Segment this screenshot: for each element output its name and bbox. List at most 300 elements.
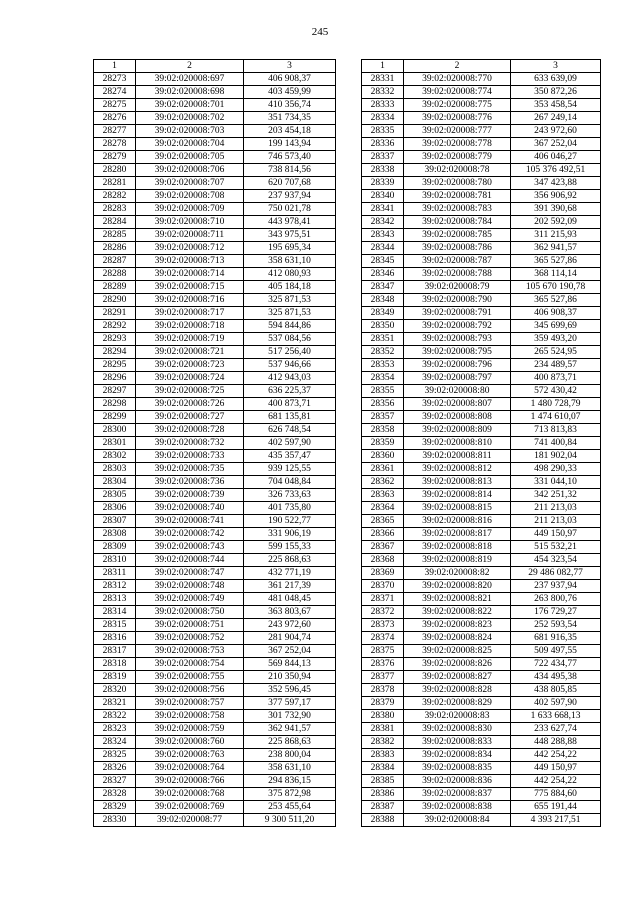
value-cell: 358 631,10 (244, 255, 336, 268)
value-cell: 375 872,98 (244, 788, 336, 801)
table-row (94, 307, 336, 320)
value-cell: 498 290,33 (511, 463, 601, 476)
row-index-cell: 28375 (362, 645, 404, 658)
row-index-cell: 28373 (362, 619, 404, 632)
table-row (94, 593, 336, 606)
cadastral-number-cell: 39:02:020008:707 (136, 177, 244, 190)
table-row (362, 580, 601, 593)
value-cell: 203 454,18 (244, 125, 336, 138)
table-row (94, 216, 336, 229)
value-cell: 237 937,94 (511, 580, 601, 593)
table-row (94, 476, 336, 489)
table-row (362, 528, 601, 541)
row-index-cell: 28365 (362, 515, 404, 528)
value-cell: 243 972,60 (511, 125, 601, 138)
row-index-cell: 28342 (362, 216, 404, 229)
row-index-cell: 28324 (94, 736, 136, 749)
cadastral-number-cell: 39:02:020008:810 (404, 437, 511, 450)
cadastral-number-cell: 39:02:020008:743 (136, 541, 244, 554)
row-index-cell: 28356 (362, 398, 404, 411)
table-row (94, 229, 336, 242)
row-index-cell: 28382 (362, 736, 404, 749)
value-cell: 412 080,93 (244, 268, 336, 281)
cadastral-number-cell: 39:02:020008:833 (404, 736, 511, 749)
cadastral-number-cell: 39:02:020008:769 (136, 801, 244, 814)
value-cell: 594 844,86 (244, 320, 336, 333)
table-row (362, 450, 601, 463)
row-index-cell: 28348 (362, 294, 404, 307)
cadastral-number-cell: 39:02:020008:84 (404, 814, 511, 827)
cadastral-number-cell: 39:02:020008:697 (136, 73, 244, 86)
value-cell: 325 871,53 (244, 294, 336, 307)
column-header-index: 1 (94, 60, 136, 73)
table-row (94, 398, 336, 411)
value-cell: 367 252,04 (511, 138, 601, 151)
table-row (362, 164, 601, 177)
value-cell: 402 597,90 (244, 437, 336, 450)
table-row (362, 73, 601, 86)
cadastral-number-cell: 39:02:020008:79 (404, 281, 511, 294)
value-cell: 1 480 728,79 (511, 398, 601, 411)
cadastral-number-cell: 39:02:020008:830 (404, 723, 511, 736)
table-row (362, 125, 601, 138)
table-row (94, 619, 336, 632)
table-row (94, 190, 336, 203)
value-cell: 345 699,69 (511, 320, 601, 333)
cadastral-number-cell: 39:02:020008:747 (136, 567, 244, 580)
cadastral-number-cell: 39:02:020008:704 (136, 138, 244, 151)
table-row (94, 385, 336, 398)
cadastral-number-cell: 39:02:020008:821 (404, 593, 511, 606)
row-index-cell: 28318 (94, 658, 136, 671)
table-row (94, 411, 336, 424)
row-index-cell: 28274 (94, 86, 136, 99)
row-index-cell: 28369 (362, 567, 404, 580)
table-row (94, 671, 336, 684)
value-cell: 368 114,14 (511, 268, 601, 281)
value-cell: 402 597,90 (511, 697, 601, 710)
table-row (94, 658, 336, 671)
cadastral-number-cell: 39:02:020008:815 (404, 502, 511, 515)
cadastral-number-cell: 39:02:020008:80 (404, 385, 511, 398)
row-index-cell: 28372 (362, 606, 404, 619)
row-index-cell: 28328 (94, 788, 136, 801)
table-row (94, 554, 336, 567)
row-index-cell: 28315 (94, 619, 136, 632)
value-cell: 331 044,10 (511, 476, 601, 489)
value-cell: 517 256,40 (244, 346, 336, 359)
table-row (94, 450, 336, 463)
value-cell: 704 048,84 (244, 476, 336, 489)
value-cell: 434 495,38 (511, 671, 601, 684)
row-index-cell: 28330 (94, 814, 136, 827)
value-cell: 443 978,41 (244, 216, 336, 229)
row-index-cell: 28386 (362, 788, 404, 801)
row-index-cell: 28366 (362, 528, 404, 541)
value-cell: 311 215,93 (511, 229, 601, 242)
value-cell: 211 213,03 (511, 515, 601, 528)
row-index-cell: 28352 (362, 346, 404, 359)
table-row (362, 203, 601, 216)
cadastral-number-cell: 39:02:020008:713 (136, 255, 244, 268)
row-index-cell: 28303 (94, 463, 136, 476)
cadastral-number-cell: 39:02:020008:825 (404, 645, 511, 658)
cadastral-number-cell: 39:02:020008:82 (404, 567, 511, 580)
table-row (94, 177, 336, 190)
row-index-cell: 28323 (94, 723, 136, 736)
value-cell: 362 941,57 (511, 242, 601, 255)
value-cell: 238 800,04 (244, 749, 336, 762)
value-cell: 233 627,74 (511, 723, 601, 736)
row-index-cell: 28280 (94, 164, 136, 177)
table-row (362, 411, 601, 424)
row-index-cell: 28308 (94, 528, 136, 541)
table-row (94, 99, 336, 112)
row-index-cell: 28284 (94, 216, 136, 229)
cadastral-number-cell: 39:02:020008:760 (136, 736, 244, 749)
table-row (362, 333, 601, 346)
cadastral-number-cell: 39:02:020008:757 (136, 697, 244, 710)
cadastral-number-cell: 39:02:020008:741 (136, 515, 244, 528)
row-index-cell: 28378 (362, 684, 404, 697)
cadastral-number-cell: 39:02:020008:712 (136, 242, 244, 255)
table-row (362, 554, 601, 567)
table-row (362, 619, 601, 632)
value-cell: 410 356,74 (244, 99, 336, 112)
value-cell: 202 592,09 (511, 216, 601, 229)
row-index-cell: 28358 (362, 424, 404, 437)
value-cell: 738 814,56 (244, 164, 336, 177)
value-cell: 509 497,55 (511, 645, 601, 658)
value-cell: 199 143,94 (244, 138, 336, 151)
value-cell: 442 254,22 (511, 749, 601, 762)
cadastral-number-cell: 39:02:020008:740 (136, 502, 244, 515)
table-row (94, 775, 336, 788)
row-index-cell: 28370 (362, 580, 404, 593)
row-index-cell: 28339 (362, 177, 404, 190)
table-row (362, 307, 601, 320)
table-row (362, 320, 601, 333)
value-cell: 281 904,74 (244, 632, 336, 645)
row-index-cell: 28297 (94, 385, 136, 398)
value-cell: 448 288,88 (511, 736, 601, 749)
table-row (362, 541, 601, 554)
cadastral-number-cell: 39:02:020008:708 (136, 190, 244, 203)
table-row (362, 216, 601, 229)
value-cell: 176 729,27 (511, 606, 601, 619)
table-row (362, 437, 601, 450)
row-index-cell: 28290 (94, 294, 136, 307)
cadastral-number-cell: 39:02:020008:823 (404, 619, 511, 632)
row-index-cell: 28344 (362, 242, 404, 255)
value-cell: 105 376 492,51 (511, 164, 601, 177)
value-cell: 243 972,60 (244, 619, 336, 632)
cadastral-number-cell: 39:02:020008:768 (136, 788, 244, 801)
value-cell: 343 975,51 (244, 229, 336, 242)
row-index-cell: 28319 (94, 671, 136, 684)
cadastral-number-cell: 39:02:020008:732 (136, 437, 244, 450)
value-cell: 403 459,99 (244, 86, 336, 99)
row-index-cell: 28311 (94, 567, 136, 580)
cadastral-number-cell: 39:02:020008:723 (136, 359, 244, 372)
cadastral-number-cell: 39:02:020008:796 (404, 359, 511, 372)
cadastral-number-cell: 39:02:020008:777 (404, 125, 511, 138)
table-row (362, 385, 601, 398)
cadastral-number-cell: 39:02:020008:795 (404, 346, 511, 359)
value-cell: 750 021,78 (244, 203, 336, 216)
row-index-cell: 28380 (362, 710, 404, 723)
cadastral-number-cell: 39:02:020008:77 (136, 814, 244, 827)
value-cell: 181 902,04 (511, 450, 601, 463)
row-index-cell: 28379 (362, 697, 404, 710)
value-cell: 190 522,77 (244, 515, 336, 528)
table-row (94, 73, 336, 86)
row-index-cell: 28289 (94, 281, 136, 294)
table-row (362, 775, 601, 788)
row-index-cell: 28355 (362, 385, 404, 398)
table-row (94, 749, 336, 762)
value-cell: 722 434,77 (511, 658, 601, 671)
table-row (362, 463, 601, 476)
value-cell: 391 390,68 (511, 203, 601, 216)
cadastral-number-cell: 39:02:020008:78 (404, 164, 511, 177)
row-index-cell: 28304 (94, 476, 136, 489)
cadastral-number-cell: 39:02:020008:809 (404, 424, 511, 437)
value-cell: 746 573,40 (244, 151, 336, 164)
cadastral-number-cell: 39:02:020008:710 (136, 216, 244, 229)
cadastral-number-cell: 39:02:020008:819 (404, 554, 511, 567)
cadastral-number-cell: 39:02:020008:717 (136, 307, 244, 320)
table-row (362, 736, 601, 749)
value-cell: 367 252,04 (244, 645, 336, 658)
value-cell: 620 707,68 (244, 177, 336, 190)
row-index-cell: 28313 (94, 593, 136, 606)
row-index-cell: 28329 (94, 801, 136, 814)
cadastral-number-cell: 39:02:020008:837 (404, 788, 511, 801)
value-cell: 325 871,53 (244, 307, 336, 320)
table-row (362, 502, 601, 515)
row-index-cell: 28301 (94, 437, 136, 450)
table-row (94, 541, 336, 554)
cadastral-number-cell: 39:02:020008:714 (136, 268, 244, 281)
table-row (362, 112, 601, 125)
column-header-index: 1 (362, 60, 404, 73)
table-row (362, 567, 601, 580)
cadastral-number-cell: 39:02:020008:744 (136, 554, 244, 567)
table-row (362, 671, 601, 684)
table-row (362, 424, 601, 437)
table-row (362, 190, 601, 203)
table-row (362, 177, 601, 190)
cadastral-value-table-left (93, 59, 336, 827)
cadastral-number-cell: 39:02:020008:759 (136, 723, 244, 736)
value-cell: 406 046,27 (511, 151, 601, 164)
cadastral-number-cell: 39:02:020008:814 (404, 489, 511, 502)
value-cell: 442 254,22 (511, 775, 601, 788)
table-row (362, 632, 601, 645)
table-row (94, 502, 336, 515)
row-index-cell: 28300 (94, 424, 136, 437)
table-row (94, 632, 336, 645)
cadastral-number-cell: 39:02:020008:705 (136, 151, 244, 164)
cadastral-value-table-right (361, 59, 601, 827)
row-index-cell: 28368 (362, 554, 404, 567)
value-cell: 377 597,17 (244, 697, 336, 710)
cadastral-number-cell: 39:02:020008:838 (404, 801, 511, 814)
row-index-cell: 28336 (362, 138, 404, 151)
table-row (362, 138, 601, 151)
cadastral-number-cell: 39:02:020008:758 (136, 710, 244, 723)
row-index-cell: 28293 (94, 333, 136, 346)
cadastral-number-cell: 39:02:020008:733 (136, 450, 244, 463)
cadastral-number-cell: 39:02:020008:725 (136, 385, 244, 398)
row-index-cell: 28357 (362, 411, 404, 424)
table-row (362, 398, 601, 411)
table-row (94, 372, 336, 385)
row-index-cell: 28285 (94, 229, 136, 242)
cadastral-number-cell: 39:02:020008:754 (136, 658, 244, 671)
value-cell: 29 486 082,77 (511, 567, 601, 580)
value-cell: 237 937,94 (244, 190, 336, 203)
cadastral-number-cell: 39:02:020008:721 (136, 346, 244, 359)
value-cell: 401 735,80 (244, 502, 336, 515)
cadastral-number-cell: 39:02:020008:766 (136, 775, 244, 788)
value-cell: 633 639,09 (511, 73, 601, 86)
cadastral-number-cell: 39:02:020008:781 (404, 190, 511, 203)
cadastral-number-cell: 39:02:020008:818 (404, 541, 511, 554)
row-index-cell: 28281 (94, 177, 136, 190)
cadastral-number-cell: 39:02:020008:83 (404, 710, 511, 723)
row-index-cell: 28277 (94, 125, 136, 138)
table-row (362, 697, 601, 710)
table-row (362, 294, 601, 307)
cadastral-number-cell: 39:02:020008:776 (404, 112, 511, 125)
value-cell: 1 633 668,13 (511, 710, 601, 723)
value-cell: 301 732,90 (244, 710, 336, 723)
value-cell: 294 836,15 (244, 775, 336, 788)
row-index-cell: 28359 (362, 437, 404, 450)
table-row (362, 281, 601, 294)
value-cell: 225 868,63 (244, 736, 336, 749)
cadastral-number-cell: 39:02:020008:753 (136, 645, 244, 658)
table-row (362, 86, 601, 99)
table-row (362, 645, 601, 658)
table-header-row (362, 60, 601, 73)
value-cell: 365 527,86 (511, 255, 601, 268)
cadastral-number-cell: 39:02:020008:828 (404, 684, 511, 697)
cadastral-number-cell: 39:02:020008:709 (136, 203, 244, 216)
cadastral-number-cell: 39:02:020008:727 (136, 411, 244, 424)
cadastral-number-cell: 39:02:020008:826 (404, 658, 511, 671)
table-row (362, 229, 601, 242)
row-index-cell: 28387 (362, 801, 404, 814)
cadastral-number-cell: 39:02:020008:739 (136, 489, 244, 502)
table-row (362, 346, 601, 359)
value-cell: 626 748,54 (244, 424, 336, 437)
value-cell: 4 393 217,51 (511, 814, 601, 827)
table-row (94, 528, 336, 541)
table-row (362, 814, 601, 827)
row-index-cell: 28347 (362, 281, 404, 294)
table-row (362, 151, 601, 164)
row-index-cell: 28331 (362, 73, 404, 86)
row-index-cell: 28383 (362, 749, 404, 762)
row-index-cell: 28367 (362, 541, 404, 554)
page-number: 245 (311, 26, 329, 38)
row-index-cell: 28388 (362, 814, 404, 827)
cadastral-number-cell: 39:02:020008:756 (136, 684, 244, 697)
row-index-cell: 28384 (362, 762, 404, 775)
value-cell: 481 048,45 (244, 593, 336, 606)
table-row (362, 515, 601, 528)
row-index-cell: 28321 (94, 697, 136, 710)
value-cell: 267 249,14 (511, 112, 601, 125)
cadastral-number-cell: 39:02:020008:742 (136, 528, 244, 541)
cadastral-number-cell: 39:02:020008:835 (404, 762, 511, 775)
cadastral-number-cell: 39:02:020008:698 (136, 86, 244, 99)
table-row (362, 788, 601, 801)
value-cell: 636 225,37 (244, 385, 336, 398)
value-cell: 432 771,19 (244, 567, 336, 580)
value-cell: 515 532,21 (511, 541, 601, 554)
row-index-cell: 28273 (94, 73, 136, 86)
row-index-cell: 28350 (362, 320, 404, 333)
table-row (94, 294, 336, 307)
table-row (362, 749, 601, 762)
row-index-cell: 28294 (94, 346, 136, 359)
row-index-cell: 28325 (94, 749, 136, 762)
table-row (362, 684, 601, 697)
cadastral-number-cell: 39:02:020008:726 (136, 398, 244, 411)
row-index-cell: 28316 (94, 632, 136, 645)
value-cell: 454 323,54 (511, 554, 601, 567)
cadastral-number-cell: 39:02:020008:816 (404, 515, 511, 528)
row-index-cell: 28317 (94, 645, 136, 658)
table-row (94, 567, 336, 580)
cadastral-number-cell: 39:02:020008:793 (404, 333, 511, 346)
table-row (362, 710, 601, 723)
table-row (94, 333, 336, 346)
value-cell: 252 593,54 (511, 619, 601, 632)
cadastral-number-cell: 39:02:020008:763 (136, 749, 244, 762)
row-index-cell: 28346 (362, 268, 404, 281)
cadastral-number-cell: 39:02:020008:824 (404, 632, 511, 645)
value-cell: 265 524,95 (511, 346, 601, 359)
cadastral-number-cell: 39:02:020008:749 (136, 593, 244, 606)
row-index-cell: 28354 (362, 372, 404, 385)
column-header-cadastral-number: 2 (404, 60, 511, 73)
table-row (362, 658, 601, 671)
row-index-cell: 28288 (94, 268, 136, 281)
cadastral-number-cell: 39:02:020008:808 (404, 411, 511, 424)
table-row (94, 801, 336, 814)
row-index-cell: 28292 (94, 320, 136, 333)
table-row (94, 359, 336, 372)
table-row (94, 710, 336, 723)
row-index-cell: 28351 (362, 333, 404, 346)
cadastral-number-cell: 39:02:020008:719 (136, 333, 244, 346)
cadastral-number-cell: 39:02:020008:718 (136, 320, 244, 333)
value-cell: 449 150,97 (511, 762, 601, 775)
value-cell: 326 733,63 (244, 489, 336, 502)
table-header-row (94, 60, 336, 73)
value-cell: 569 844,13 (244, 658, 336, 671)
row-index-cell: 28299 (94, 411, 136, 424)
table-row (94, 723, 336, 736)
cadastral-number-cell: 39:02:020008:764 (136, 762, 244, 775)
cadastral-number-cell: 39:02:020008:774 (404, 86, 511, 99)
cadastral-number-cell: 39:02:020008:735 (136, 463, 244, 476)
